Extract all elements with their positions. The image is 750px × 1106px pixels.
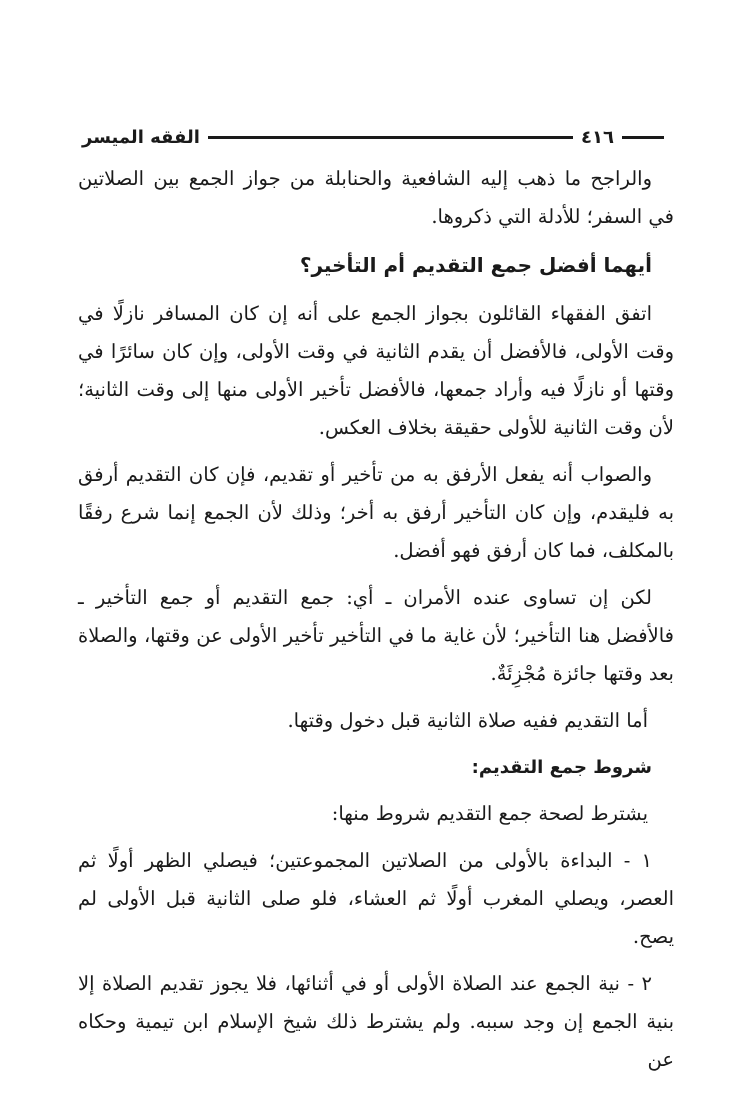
paragraph-taqdim-note: أما التقديم ففيه صلاة الثانية قبل دخول وقتها. bbox=[287, 709, 648, 732]
header-rule-long bbox=[208, 136, 573, 139]
paragraph-conditions-intro: يشترط لصحة جمع التقديم شروط منها: bbox=[331, 802, 648, 825]
list-item-condition-1: ١ - البداءة بالأولى من الصلاتين المجموعتين؛ فيصلي الظهر أولًا ثم العصر، ويصلي المغرب أولًا ثم العشاء، فلو صلى الثانية قبل الأولى لم يصح. bbox=[78, 849, 674, 948]
paragraph-preferred-opinion: والراجح ما ذهب إليه الشافعية والحنابلة من جواز الجمع بين الصلاتين في السفر؛ للأدلة التي ذكروها. bbox=[78, 167, 674, 228]
page-header bbox=[82, 122, 672, 152]
book-title: الفقه الميسر bbox=[82, 126, 200, 148]
section-heading-conditions: شروط جمع التقديم: bbox=[471, 757, 652, 778]
page-number: ٤١٦ bbox=[581, 126, 614, 148]
paragraph-equal-case: لكن إن تساوى عنده الأمران ـ أي: جمع التقديم أو جمع التأخير ـ فالأفضل هنا التأخير؛ لأن غاية ما في التأخير تأخير الأولى عن وقتها، والصلاة بعد وقتها جائزة مُجْزِئَةٌ. bbox=[78, 586, 674, 685]
page-body bbox=[78, 160, 674, 1088]
list-item-condition-2: ٢ - نية الجمع عند الصلاة الأولى أو في أثنائها، فلا يجوز تقديم الصلاة إلا بنية الجمع إن وجد سببه. ولم يشترط ذلك شيخ الإسلام ابن تيمية وحكاه عن bbox=[78, 972, 674, 1071]
section-heading-which-better: أيهما أفضل جمع التقديم أم التأخير؟ bbox=[299, 253, 652, 277]
header-rule-short bbox=[622, 136, 664, 139]
paragraph-agreement: اتفق الفقهاء القائلون بجواز الجمع على أنه إن كان المسافر نازلًا في وقت الأولى، فالأفضل أن يقدم الثانية في وقت الأولى، وإن كان سائرًا في وقتها أو نازلًا فيه وأراد جمعها، فالأفضل تأخير الأولى منها إلى وقت الثانية؛ لأن وقت الثانية للأولى حقيقة بخلاف العكس. bbox=[78, 302, 674, 439]
paragraph-correct-view: والصواب أنه يفعل الأرفق به من تأخير أو تقديم، فإن كان التقديم أرفق به فليقدم، وإن كان التأخير أرفق به أخر؛ وذلك لأن الجمع إنما شرع رفقًا بالمكلف، فما كان أرفق فهو أفضل. bbox=[78, 463, 674, 562]
